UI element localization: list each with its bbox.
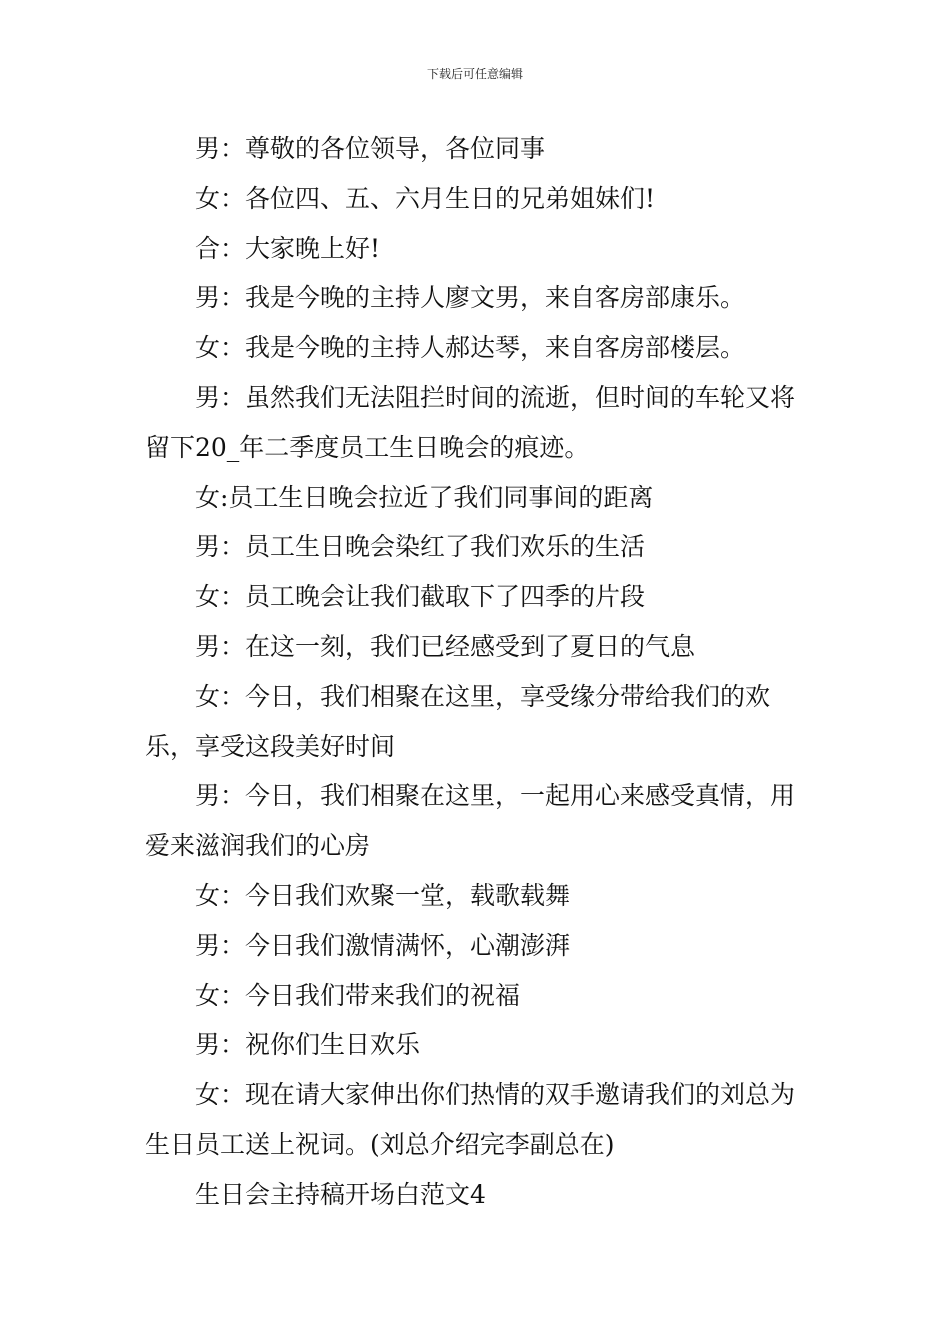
paragraph: 男：尊敬的各位领导，各位同事 [195,134,546,163]
paragraph: 男：今日，我们相聚在这里，一起用心来感受真情，用爱来滋润我们的心房 [145,781,796,861]
page-header: 下载后可任意编辑 [426,67,523,81]
paragraph: 女：现在请大家伸出你们热情的双手邀请我们的刘总为生日员工送上祝词。(刘总介绍完李副总在) [145,1080,796,1159]
paragraph: 女：今日我们欢聚一堂，载歌载舞 [195,880,571,910]
paragraph: 男：我是今晚的主持人廖文男，来自客房部康乐。 [195,283,746,313]
paragraph: 女：今日我们带来我们的祝福 [195,980,521,1010]
paragraph: 男：今日我们激情满怀，心潮澎湃 [195,930,571,960]
paragraph: 女:员工生日晚会拉近了我们同事间的距离 [195,482,654,512]
paragraph: 女：我是今晚的主持人郝达琴，来自客房部楼层。 [195,333,746,363]
paragraph: 男：员工生日晚会染红了我们欢乐的生活 [195,532,646,562]
paragraph: 女：今日，我们相聚在这里，享受缘分带给我们的欢乐，享受这段美好时间 [145,681,771,761]
document-body [145,124,810,1220]
paragraph: 合：大家晚上好! [195,233,381,263]
section-heading: 生日会主持稿开场白范文4 [195,1179,486,1209]
paragraph: 女：员工晚会让我们截取下了四季的片段 [195,582,646,612]
paragraph: 男：虽然我们无法阻拦时间的流逝，但时间的车轮又将留下20_年二季度员工生日晚会的痕迹。 [145,382,796,462]
paragraph: 男：在这一刻，我们已经感受到了夏日的气息 [195,631,696,661]
paragraph: 男：祝你们生日欢乐 [195,1030,421,1060]
paragraph: 女：各位四、五、六月生日的兄弟姐妹们! [195,183,656,213]
